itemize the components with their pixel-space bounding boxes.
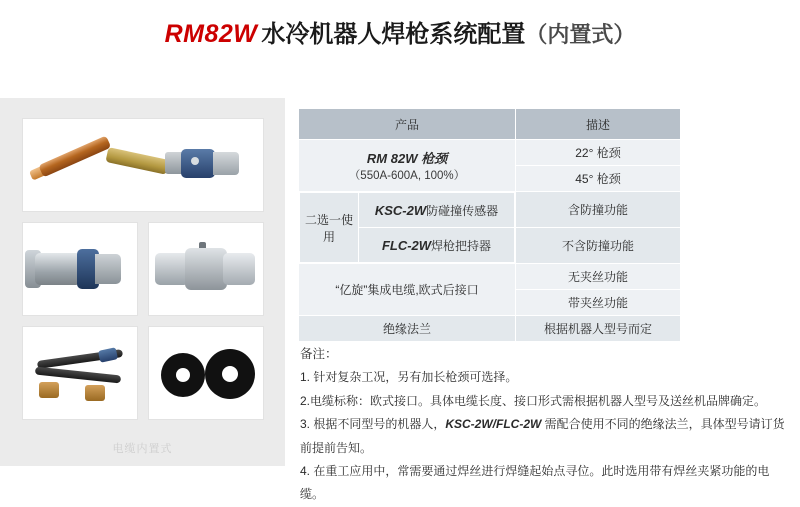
holder-middle bbox=[185, 248, 227, 290]
table-header-product: 产品 bbox=[299, 109, 516, 140]
notes-section bbox=[300, 342, 792, 507]
integrated-cable-photo bbox=[22, 326, 138, 420]
gun-neck-mid bbox=[105, 147, 169, 175]
cell-product-flange: 绝缘法兰 bbox=[299, 316, 516, 342]
holder-rear bbox=[223, 253, 255, 285]
cell-desc-neck-45: 45° 枪颈 bbox=[516, 166, 681, 192]
anti-collision-sensor-photo bbox=[22, 222, 138, 316]
cell-desc-ksc: 含防撞功能 bbox=[516, 192, 681, 228]
cell-desc-cable-clamp: 带夹丝功能 bbox=[516, 290, 681, 316]
table-row bbox=[299, 316, 681, 342]
cell-product-cable: “亿旋”集成电缆,欧式后接口 bbox=[299, 264, 516, 316]
product-sub-gun-neck: （550A-600A, 100%） bbox=[348, 170, 466, 182]
sensor-rear bbox=[95, 254, 121, 284]
specification-table bbox=[298, 108, 670, 342]
title-model: RM82W bbox=[164, 20, 258, 48]
torch-holder-photo bbox=[148, 222, 264, 316]
cable-brass-connector-2 bbox=[85, 385, 105, 401]
table-header-description: 描述 bbox=[516, 109, 681, 140]
welding-gun-neck-photo bbox=[22, 118, 264, 212]
note-item-4: 4. 在重工应用中，常需要通过焊丝进行焊缝起始点寻位。此时选用带有焊丝夹紧功能的电缆。 bbox=[300, 463, 770, 502]
cable-blue-connector bbox=[98, 347, 118, 362]
cable-brass-connector-1 bbox=[39, 382, 59, 398]
sensor-body bbox=[35, 253, 81, 285]
table-row bbox=[299, 140, 681, 166]
holder-front bbox=[155, 253, 189, 285]
product-name-flc: FLC-2W焊枪把持器 bbox=[359, 228, 515, 263]
product-gallery bbox=[0, 98, 285, 466]
insulating-flange-photo bbox=[148, 326, 264, 420]
cell-desc-cable-no-clamp: 无夹丝功能 bbox=[516, 264, 681, 290]
flange-hole-left bbox=[176, 368, 190, 382]
note-item-1: 1. 针对复杂工况，另有加长枪颈可选择。 bbox=[300, 370, 518, 385]
note-3-after: 需配合使用不同的绝缘法兰，具体型号请订货前提前告知。 bbox=[300, 417, 785, 455]
title-main: 水冷机器人焊枪系统配置 bbox=[261, 21, 526, 48]
gun-neck-body bbox=[38, 135, 111, 177]
product-name-gun-neck: RM 82W 枪颈 bbox=[366, 151, 448, 166]
note-item-2: 2.电缆标称：欧式接口。具体电缆长度、接口形式需根据机器人型号及送丝机品牌确定。 bbox=[300, 393, 767, 408]
table-row bbox=[299, 192, 681, 228]
cell-desc-neck-22: 22° 枪颈 bbox=[516, 140, 681, 166]
cell-desc-flc: 不含防撞功能 bbox=[516, 228, 681, 264]
note-item-3 bbox=[300, 413, 792, 460]
cell-product-choose-group bbox=[299, 192, 516, 264]
page-title bbox=[0, 14, 800, 49]
table-header-row bbox=[299, 109, 681, 140]
cable-strand-lower bbox=[35, 367, 121, 384]
choose-one-label: 二选一使用 bbox=[300, 193, 359, 263]
gun-neck-rear-connector bbox=[213, 152, 239, 175]
note-3-models: KSC-2W/FLC-2W bbox=[445, 417, 542, 432]
cell-desc-flange: 根据机器人型号而定 bbox=[516, 316, 681, 342]
flange-hole-right bbox=[222, 366, 238, 382]
gun-neck-indicator bbox=[191, 157, 199, 165]
product-name-ksc: KSC-2W防碰撞传感器 bbox=[359, 193, 515, 228]
title-sub: （内置式） bbox=[525, 22, 636, 47]
notes-heading: 备注： bbox=[300, 347, 338, 361]
cell-product-gun-neck bbox=[299, 140, 516, 192]
table-row bbox=[299, 264, 681, 290]
gallery-watermark: 电缆内置式 bbox=[112, 443, 173, 455]
note-3-before: 3. 根据不同型号的机器人， bbox=[300, 417, 446, 432]
